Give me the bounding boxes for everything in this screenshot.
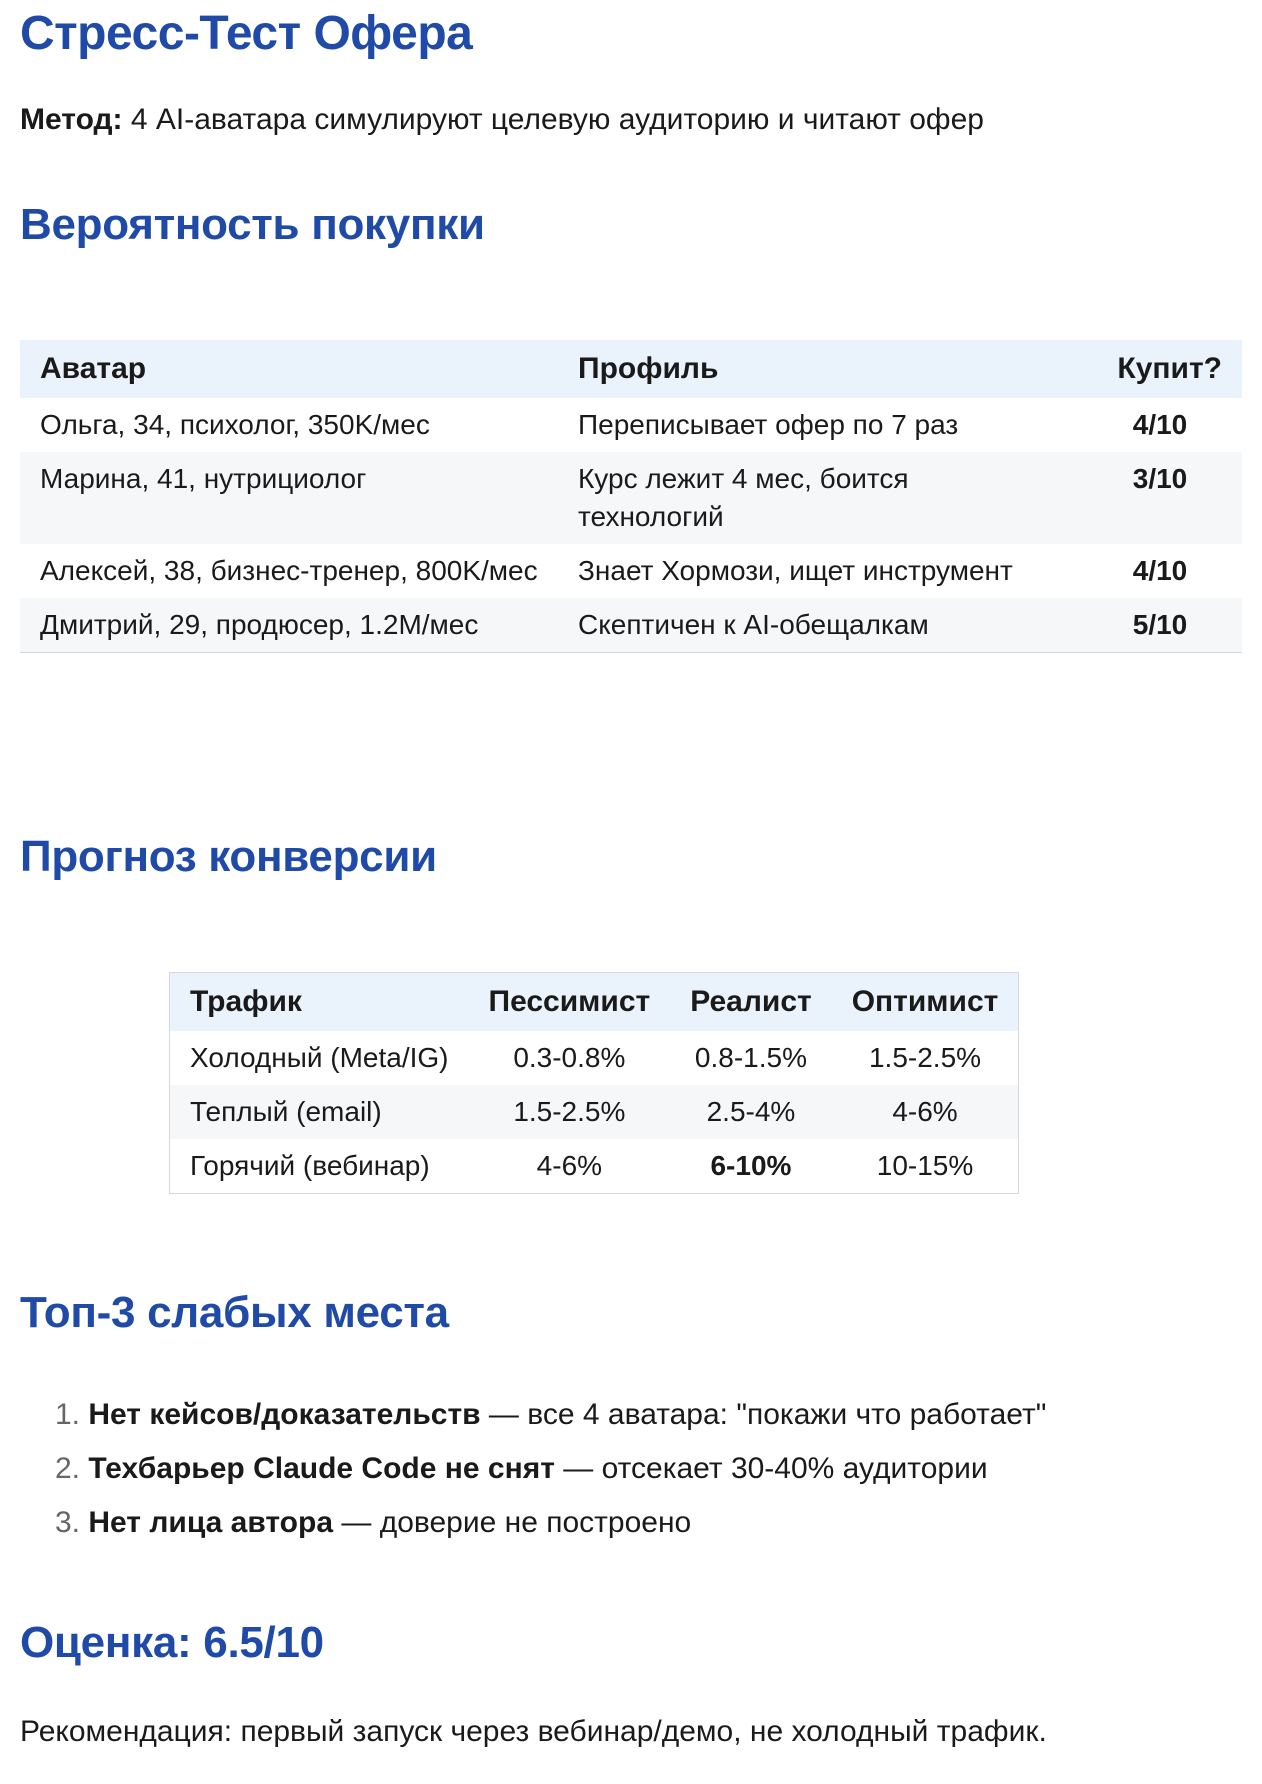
score-cell: 4/10 — [1132, 409, 1188, 440]
optimist-cell: 10-15% — [876, 1150, 974, 1181]
profile-cell: Переписывает офер по 7 раз — [578, 409, 959, 440]
profile-cell: Курс лежит 4 мес, боится технологий — [558, 452, 1078, 544]
col-header-traffic: Трафик — [170, 973, 469, 1032]
traffic-cell: Горячий (вебинар) — [190, 1150, 430, 1181]
avatar-cell: Марина, 41, нутрициолог — [20, 452, 558, 544]
weak-points-list — [20, 1388, 1046, 1550]
purchase-table — [20, 340, 1242, 653]
optimist-cell: 4-6% — [832, 1085, 1019, 1139]
score-cell: 5/10 — [1078, 598, 1242, 653]
method-line — [20, 103, 984, 137]
realist-cell: 6-10% — [710, 1150, 792, 1181]
pessimist-cell: 1.5-2.5% — [469, 1085, 671, 1139]
conversion-table-header — [170, 973, 1019, 1032]
table-row — [20, 452, 1242, 544]
list-item-text: — отсекает 30-40% аудитории — [554, 1452, 988, 1485]
avatar-cell: Дмитрий, 29, продюсер, 1.2M/мес — [20, 598, 558, 653]
optimist-cell: 1.5-2.5% — [868, 1042, 982, 1073]
score-heading: Оценка: 6.5/10 — [20, 1618, 324, 1667]
page-title: Стресс-Тест Офера — [20, 7, 473, 60]
list-item-bold: Нет кейсов/доказательств — [88, 1398, 481, 1431]
avatar-cell: Ольга, 34, психолог, 350K/мес — [40, 409, 430, 440]
score-cell: 4/10 — [1132, 555, 1188, 586]
list-item-bold: Нет лица автора — [88, 1506, 334, 1539]
weak-points-heading: Топ-3 слабых места — [20, 1288, 449, 1337]
list-number: 2. — [54, 1452, 80, 1485]
method-text: 4 AI-аватара симулируют целевую аудиторию и читают офер — [130, 103, 984, 136]
recommendation-text: Рекомендация: первый запуск через вебинар/демо, не холодный трафик. — [20, 1715, 1047, 1748]
list-item — [20, 1442, 1046, 1496]
col-header-realist: Реалист — [670, 973, 832, 1032]
list-item-bold: Техбарьер Claude Code не снят — [88, 1452, 555, 1485]
avatar-cell: Алексей, 38, бизнес-тренер, 800K/мес — [40, 555, 538, 586]
traffic-cell: Теплый (email) — [170, 1085, 469, 1139]
score-cell: 3/10 — [1078, 452, 1242, 544]
pessimist-cell: 0.3-0.8% — [513, 1042, 626, 1073]
table-row — [20, 544, 1242, 598]
profile-cell: Скептичен к AI-обещалкам — [558, 598, 1078, 653]
col-header-buy: Купит? — [1078, 340, 1242, 398]
col-header-pessimist: Пессимист — [469, 973, 671, 1032]
list-item — [20, 1496, 1046, 1550]
list-item — [20, 1388, 1046, 1442]
list-number: 1. — [54, 1398, 80, 1431]
table-row — [170, 1085, 1019, 1139]
profile-cell: Знает Хормози, ищет инструмент — [578, 555, 1013, 586]
col-header-optimist: Оптимист — [832, 973, 1019, 1032]
table-row — [20, 598, 1242, 653]
realist-cell: 0.8-1.5% — [694, 1042, 807, 1073]
col-header-profile: Профиль — [558, 340, 1078, 398]
purchase-heading: Вероятность покупки — [20, 200, 485, 249]
conversion-heading: Прогноз конверсии — [20, 832, 437, 881]
table-row — [170, 1139, 1019, 1194]
purchase-table-header — [20, 340, 1242, 398]
pessimist-cell: 4-6% — [536, 1150, 603, 1181]
col-header-avatar: Аватар — [20, 340, 558, 398]
list-item-text: — доверие не построено — [333, 1506, 692, 1539]
method-label: Метод: — [20, 103, 123, 136]
traffic-cell: Холодный (Meta/IG) — [190, 1042, 449, 1073]
realist-cell: 2.5-4% — [670, 1085, 832, 1139]
conversion-table — [169, 972, 1019, 1194]
table-row — [20, 398, 1242, 452]
list-item-text: — все 4 аватара: "покажи что работает" — [480, 1398, 1047, 1431]
table-row — [170, 1031, 1019, 1085]
list-number: 3. — [54, 1506, 80, 1539]
